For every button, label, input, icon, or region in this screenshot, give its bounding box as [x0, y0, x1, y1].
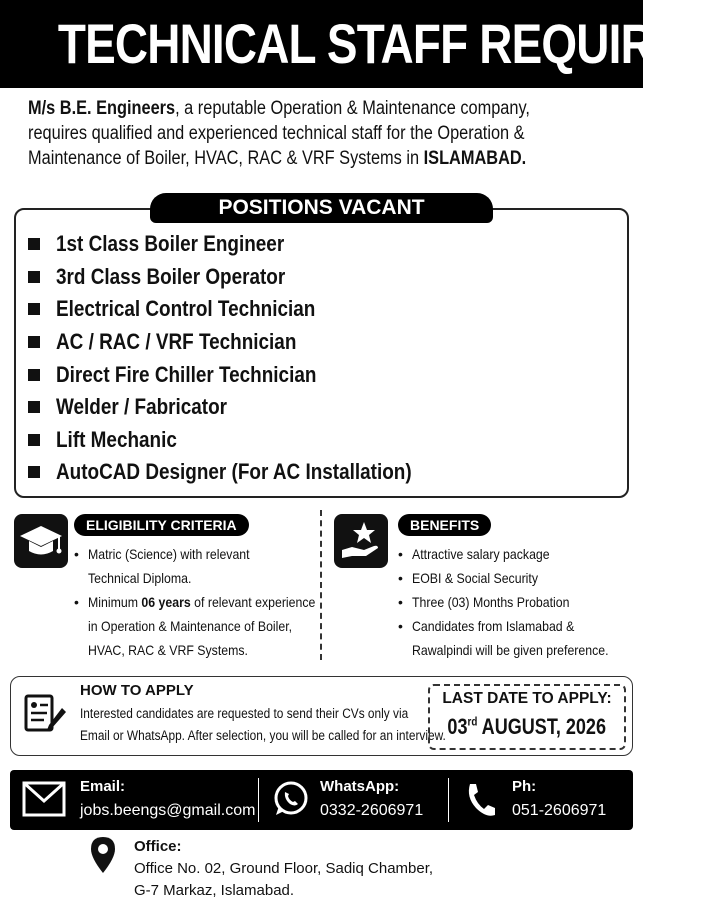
list-item: • EOBI & Social Security — [398, 566, 635, 590]
how-to-apply-heading: HOW TO APPLY — [80, 682, 194, 699]
square-bullet-icon — [28, 369, 40, 381]
list-item: Welder / Fabricator — [28, 391, 470, 424]
list-item: 3rd Class Boiler Operator — [28, 261, 470, 294]
list-item: Lift Mechanic — [28, 424, 470, 457]
email-link[interactable]: jobs.beengs@gmail.com — [80, 802, 256, 819]
section-divider — [320, 510, 322, 660]
contact-divider — [448, 778, 449, 822]
square-bullet-icon — [28, 434, 40, 446]
phone-icon — [462, 780, 498, 825]
office-address: Office: Office No. 02, Ground Floor, Sadiq Chamber, G-7 Markaz, Islamabad. — [134, 838, 434, 899]
whatsapp-number[interactable]: 0332-2606971 — [320, 802, 424, 819]
page-title: TECHNICAL STAFF REQUIRED — [57, 12, 715, 75]
square-bullet-icon — [28, 336, 40, 348]
intro-line3: Maintenance of Boiler, HVAC, RAC & VRF Systems in — [28, 148, 424, 169]
list-item: 1st Class Boiler Engineer — [28, 228, 470, 261]
list-item: Electrical Control Technician — [28, 293, 470, 326]
city-name: ISLAMABAD. — [423, 148, 527, 169]
envelope-icon — [22, 781, 66, 822]
graduation-cap-icon — [14, 514, 68, 568]
benefits-list — [398, 542, 635, 662]
list-item: • Minimum 06 years of relevant experience in Operation & Maintenance of Boiler, HVAC, RAC & VRF Systems. — [74, 590, 346, 662]
company-name: M/s B.E. Engineers — [28, 98, 176, 119]
intro-line1: , a reputable Operation & Maintenance company, — [175, 98, 530, 119]
list-item: • Attractive salary package — [398, 542, 635, 566]
intro-paragraph — [28, 96, 630, 171]
eligibility-heading: ELIGIBILITY CRITERIA — [74, 514, 249, 536]
how-to-apply-text: Interested candidates are requested to send their CVs only via Email or WhatsApp. After selection, you will be called for an interview. — [80, 706, 446, 743]
whatsapp-label: WhatsApp: — [320, 778, 400, 795]
phone-label: Ph: — [512, 778, 537, 795]
square-bullet-icon — [28, 401, 40, 413]
list-item: Direct Fire Chiller Technician — [28, 358, 470, 391]
email-label: Email: — [80, 778, 126, 795]
benefits-heading: BENEFITS — [398, 514, 491, 536]
intro-line2: requires qualified and experienced technical staff for the Operation & — [28, 123, 525, 144]
list-item: AC / RAC / VRF Technician — [28, 326, 470, 359]
list-item: • Three (03) Months Probation — [398, 590, 635, 614]
list-item: AutoCAD Designer (For AC Installation) — [28, 456, 470, 489]
office-label: Office: — [134, 838, 182, 855]
positions-list — [28, 228, 470, 489]
list-item: • Matric (Science) with relevant Technical Diploma. — [74, 542, 346, 590]
square-bullet-icon — [28, 303, 40, 315]
list-item: • Candidates from Islamabad & Rawalpindi will be given preference. — [398, 614, 635, 662]
square-bullet-icon — [28, 238, 40, 250]
last-date-label: LAST DATE TO APPLY: — [442, 690, 612, 707]
contact-divider — [258, 778, 259, 822]
square-bullet-icon — [28, 271, 40, 283]
map-pin-icon — [90, 836, 116, 879]
last-date-value: 03rd AUGUST, 2026 — [447, 714, 607, 739]
hand-star-icon — [334, 514, 388, 568]
whatsapp-icon — [270, 779, 310, 824]
positions-heading: POSITIONS VACANT — [218, 196, 425, 219]
square-bullet-icon — [28, 466, 40, 478]
phone-number[interactable]: 051-2606971 — [512, 802, 607, 819]
document-pen-icon — [18, 690, 68, 740]
eligibility-list — [74, 542, 346, 662]
